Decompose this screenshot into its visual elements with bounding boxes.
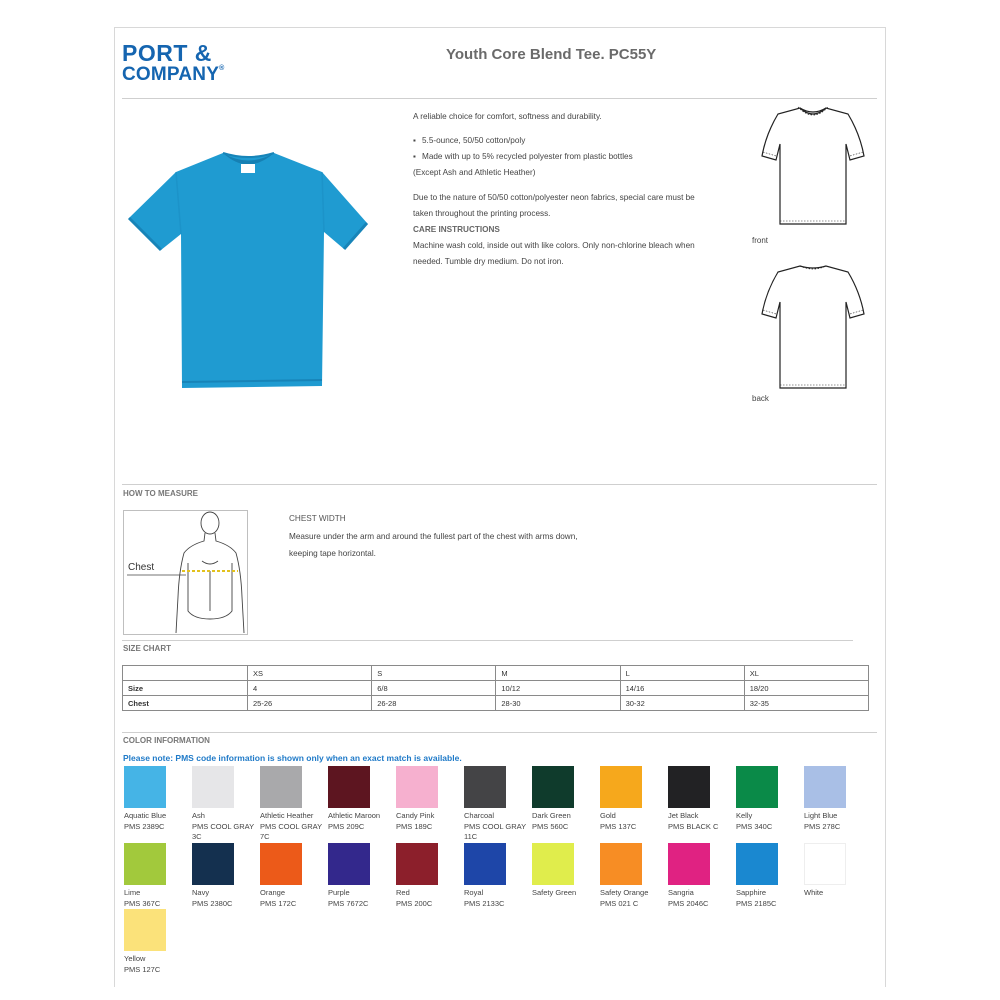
color-name: Yellow (124, 954, 146, 963)
color-name: Ash (192, 811, 205, 820)
color-pms-code: PMS 2046C (668, 898, 709, 908)
color-name: Kelly (736, 811, 753, 820)
table-row (123, 681, 869, 696)
table-cell: 4 (248, 681, 372, 696)
color-swatch-label (328, 888, 398, 909)
color-swatch (328, 766, 370, 808)
color-swatch-label (396, 811, 466, 832)
table-cell: XL (744, 666, 868, 681)
color-swatch (328, 843, 370, 885)
color-swatch (736, 766, 778, 808)
table-cell: S (372, 666, 496, 681)
brand-line1: PORT (122, 40, 188, 66)
color-swatch (464, 843, 506, 885)
color-name: Navy (192, 888, 210, 897)
color-swatch-label (532, 888, 602, 899)
color-swatch (260, 843, 302, 885)
chest-width-text: Measure under the arm and around the fullest part of the chest with arms down, keeping tape horizontal. (289, 532, 578, 558)
color-pms-code: PMS 560C (532, 821, 569, 831)
color-name: Light Blue (804, 811, 838, 820)
color-name: Lime (124, 888, 141, 897)
color-swatch-label (192, 811, 262, 843)
color-name: Jet Black (668, 811, 699, 820)
special-care-note: Due to the nature of 50/50 cotton/polyester neon fabrics, special care must be taken throughout the printing process. (413, 193, 695, 218)
table-cell: Chest (123, 696, 248, 711)
color-swatch (192, 766, 234, 808)
measure-figure (123, 510, 248, 635)
chest-figure-label: Chest (128, 562, 155, 573)
feature-note: (Except Ash and Athletic Heather) (413, 168, 536, 177)
table-cell: Size (123, 681, 248, 696)
brand-logo (122, 42, 224, 84)
color-name: Dark Green (532, 811, 571, 820)
color-swatch (396, 766, 438, 808)
color-pms-code: PMS 7672C (328, 898, 369, 908)
color-name: Candy Pink (396, 811, 435, 820)
color-swatch-label (396, 888, 466, 909)
color-pms-code: PMS 2389C (124, 821, 165, 831)
size-chart-table (122, 665, 869, 711)
care-text: Machine wash cold, inside out with like colors. Only non-chlorine bleach when needed. Tumble dry medium. Do not iron. (413, 241, 695, 266)
color-swatch-label (668, 811, 738, 832)
color-name: Sapphire (736, 888, 767, 897)
color-name: White (804, 888, 824, 897)
color-name: Royal (464, 888, 484, 897)
color-name: Charcoal (464, 811, 495, 820)
color-swatch-label (600, 888, 670, 909)
color-swatch (124, 766, 166, 808)
table-cell: L (620, 666, 744, 681)
section-divider (122, 484, 877, 485)
table-cell: 14/16 (620, 681, 744, 696)
color-pms-code: PMS 189C (396, 821, 433, 831)
description-intro: A reliable choice for comfort, softness and durability. (413, 112, 602, 121)
color-swatch-label (328, 811, 398, 832)
table-cell: 6/8 (372, 681, 496, 696)
color-swatch-label (736, 811, 806, 832)
color-swatch-label (532, 811, 602, 832)
back-flat-sketch (760, 262, 866, 392)
feature-item: ▪ Made with up to 5% recycled polyester from plastic bottles (413, 149, 713, 165)
color-name: Safety Orange (600, 888, 649, 897)
color-swatch (804, 843, 846, 885)
color-pms-code: PMS 127C (124, 964, 161, 974)
table-cell (123, 666, 248, 681)
product-description (413, 109, 713, 270)
brand-ampersand: & (194, 40, 212, 66)
color-swatch-label (124, 811, 194, 832)
back-label: back (752, 394, 769, 403)
color-pms-code: PMS BLACK C (668, 821, 719, 831)
color-pms-code: PMS 021 C (600, 898, 639, 908)
color-pms-code: PMS COOL GRAY 3C (192, 821, 254, 841)
table-cell: 32-35 (744, 696, 868, 711)
color-swatch (600, 766, 642, 808)
color-swatch (532, 766, 574, 808)
color-swatch-label (804, 811, 874, 832)
color-swatch (532, 843, 574, 885)
color-swatch (668, 766, 710, 808)
color-pms-code: PMS 172C (260, 898, 297, 908)
table-cell: 10/12 (496, 681, 620, 696)
page-title: Youth Core Blend Tee. PC55Y (446, 46, 657, 63)
color-swatch-label (668, 888, 738, 909)
section-divider (122, 732, 877, 733)
color-swatch-label (124, 954, 194, 975)
front-flat-sketch (760, 104, 866, 230)
table-cell: M (496, 666, 620, 681)
color-pms-code: PMS 137C (600, 821, 637, 831)
table-row (123, 696, 869, 711)
color-name: Red (396, 888, 410, 897)
color-swatch-label (192, 888, 262, 909)
color-swatch-label (804, 888, 874, 899)
color-name: Sangria (668, 888, 694, 897)
table-cell: XS (248, 666, 372, 681)
color-swatch-label (124, 888, 194, 909)
brand-line2: COMPANY (122, 64, 220, 85)
color-pms-code: PMS 367C (124, 898, 161, 908)
color-swatch-label (464, 811, 534, 843)
color-pms-code: PMS COOL GRAY 11C (464, 821, 526, 841)
table-cell: 30-32 (620, 696, 744, 711)
color-name: Orange (260, 888, 286, 897)
color-pms-code: PMS 2185C (736, 898, 777, 908)
color-swatch (124, 843, 166, 885)
brand-registered-mark: ® (219, 65, 225, 72)
front-label: front (752, 236, 769, 245)
color-name: Purple (328, 888, 350, 897)
size-chart-heading: SIZE CHART (123, 644, 171, 653)
color-swatch (396, 843, 438, 885)
feature-item: ▪ 5.5-ounce, 50/50 cotton/poly (413, 133, 713, 149)
color-name: Aquatic Blue (124, 811, 167, 820)
color-pms-code: PMS 200C (396, 898, 433, 908)
color-swatch (124, 909, 166, 951)
pms-note: Please note: PMS code information is shown only when an exact match is available. (123, 753, 462, 763)
color-pms-code: PMS COOL GRAY 7C (260, 821, 322, 841)
color-swatch-label (260, 888, 330, 909)
color-swatch-label (464, 888, 534, 909)
tshirt-photo (126, 146, 370, 390)
color-name: Athletic Maroon (328, 811, 381, 820)
table-cell: 25-26 (248, 696, 372, 711)
color-swatch (600, 843, 642, 885)
color-swatch (192, 843, 234, 885)
color-pms-code: PMS 209C (328, 821, 365, 831)
color-name: Gold (600, 811, 616, 820)
color-swatch-label (736, 888, 806, 909)
color-pms-code: PMS 278C (804, 821, 841, 831)
color-name: Athletic Heather (260, 811, 314, 820)
chest-width-heading: CHEST WIDTH (289, 514, 346, 523)
table-cell: 28-30 (496, 696, 620, 711)
table-header-row (123, 666, 869, 681)
color-pms-code: PMS 2133C (464, 898, 505, 908)
color-pms-code: PMS 340C (736, 821, 773, 831)
color-swatch-label (600, 811, 670, 832)
feature-list (413, 133, 713, 165)
color-swatch (804, 766, 846, 808)
section-divider (122, 640, 853, 641)
table-cell: 26-28 (372, 696, 496, 711)
color-swatch-label (260, 811, 330, 843)
color-swatch (464, 766, 506, 808)
table-cell: 18/20 (744, 681, 868, 696)
color-name: Safety Green (532, 888, 577, 897)
color-swatch (736, 843, 778, 885)
color-swatch (668, 843, 710, 885)
care-heading: CARE INSTRUCTIONS (413, 225, 500, 234)
color-info-heading: COLOR INFORMATION (123, 736, 210, 745)
color-pms-code: PMS 2380C (192, 898, 233, 908)
header-divider (122, 98, 877, 99)
color-swatch (260, 766, 302, 808)
how-to-measure-heading: HOW TO MEASURE (123, 489, 198, 498)
